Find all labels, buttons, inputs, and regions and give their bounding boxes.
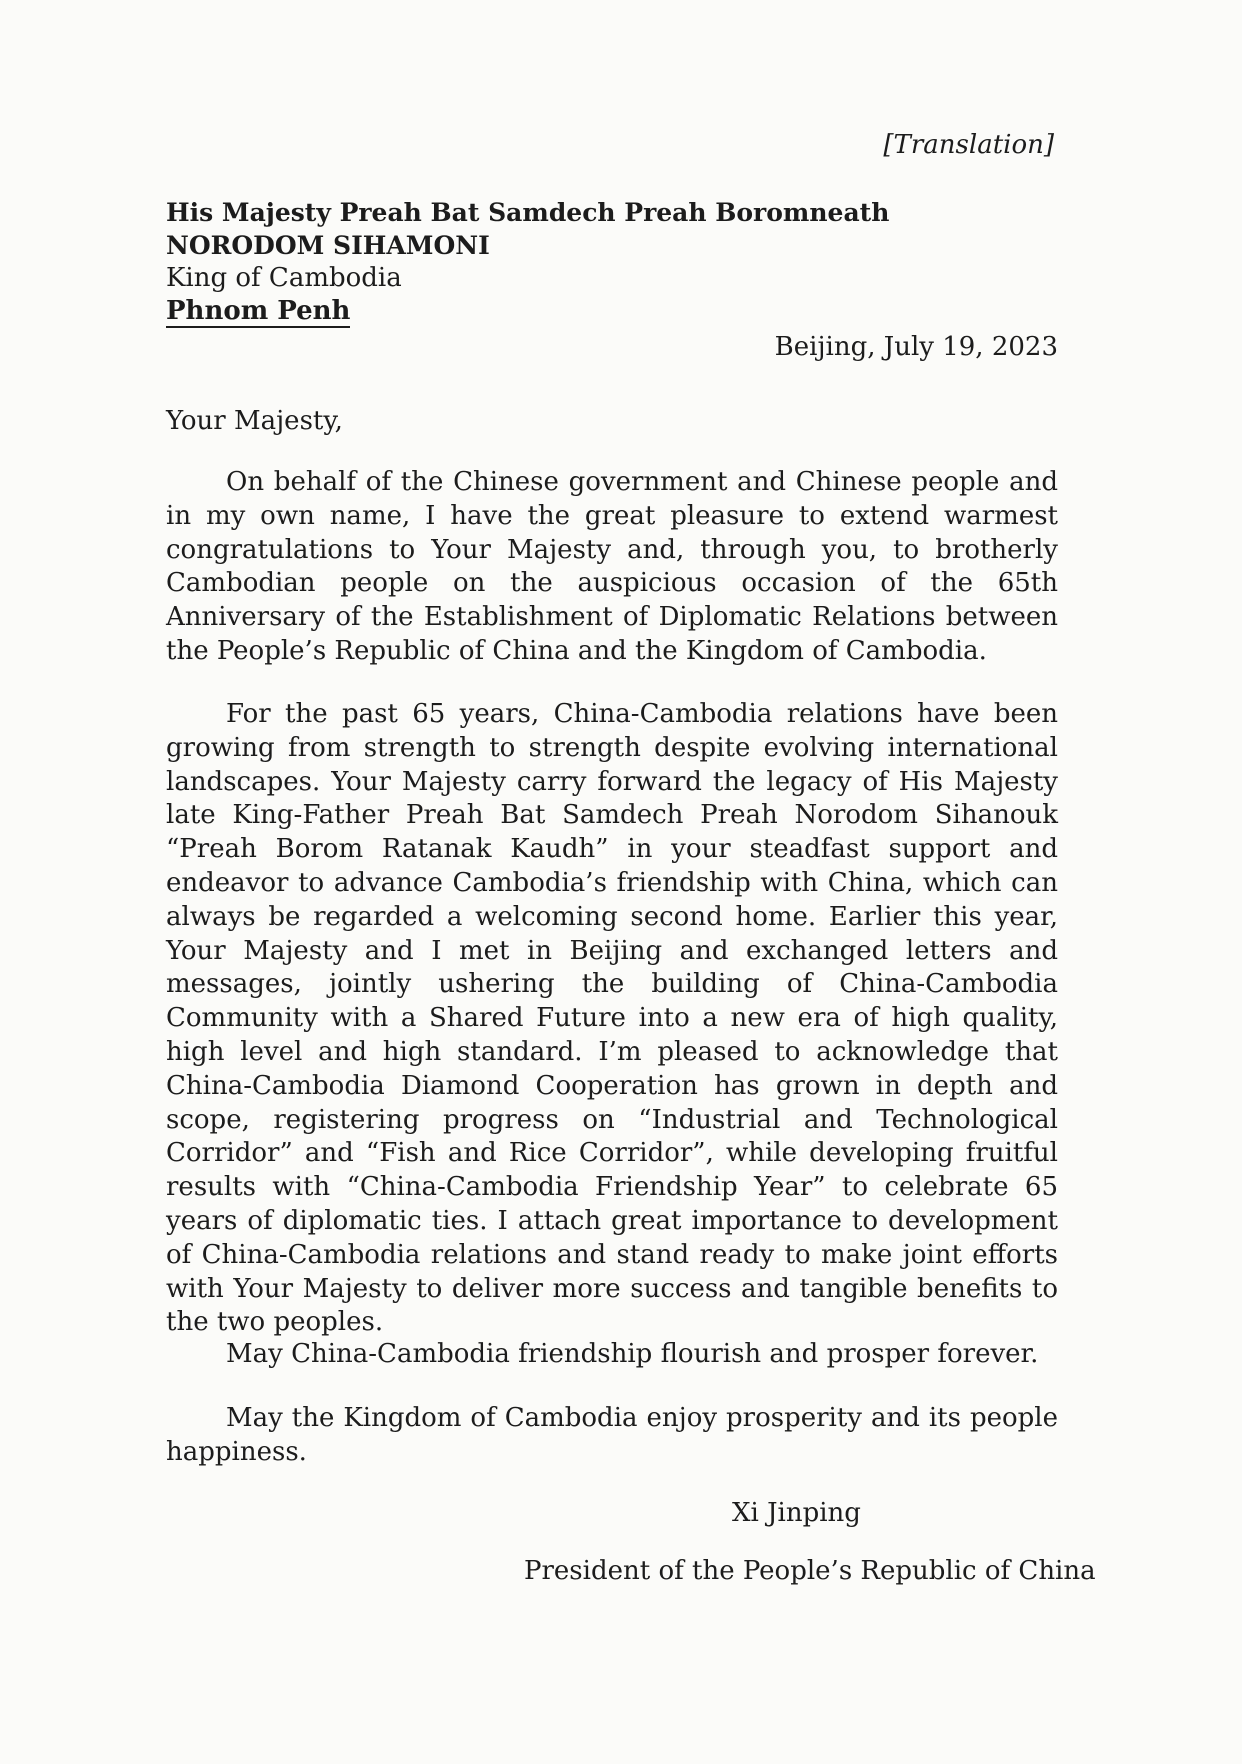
translation-tag: [Translation] bbox=[883, 130, 1054, 160]
salutation: Your Majesty, bbox=[166, 406, 343, 436]
paragraph-prosperity-wish: May the Kingdom of Cambodia enjoy prosperity and its people happiness. bbox=[166, 1403, 1058, 1467]
addressee-role: King of Cambodia bbox=[166, 263, 402, 293]
signature-name: Xi Jinping bbox=[732, 1498, 861, 1528]
paragraph-friendship-wish: May China-Cambodia friendship flourish and prosper forever. bbox=[226, 1339, 1039, 1369]
addressee-city: Phnom Penh bbox=[166, 296, 351, 326]
paragraph-relations: For the past 65 years, China-Cambodia relations have been growing from strength to strength despite evolving international landscapes. Your Majesty carry forward the legacy of His Majesty late King-Father Preah Bat Samdech Preah Norodom Sihanouk “Preah Borom Ratanak Kaudh” in your steadfast support and endeavor to advance Cambodia’s friendship with China, which can always be regarded a welcoming second home. Earlier this year, Your Majesty and I met in Beijing and exchanged letters and messages, jointly ushering the building of China-Cambodia Community with a Shared Future into a new era of high quality, high level and high standard. I’m pleased to acknowledge that China-Cambodia Diamond Cooperation has grown in depth and scope, registering progress on “Industrial and Technological Corridor” and “Fish and Rice Corridor”, while developing fruitful results with “China-Cambodia Friendship Year” to celebrate 65 years of diplomatic ties. I attach great importance to development of China-Cambodia relations and stand ready to make joint efforts with Your Majesty to deliver more success and tangible benefits to the two peoples. bbox=[166, 699, 1058, 1338]
signature-title: President of the People’s Republic of China bbox=[524, 1556, 1096, 1586]
addressee-title: His Majesty Preah Bat Samdech Preah Boromneath bbox=[166, 198, 890, 227]
addressee-name: NORODOM SIHAMONI bbox=[166, 231, 490, 260]
paragraph-congratulations: On behalf of the Chinese government and Chinese people and in my own name, I have the great pleasure to extend warmest congratulations to Your Majesty and, through you, to brotherly Cambodian people on the auspicious occasion of the 65th Anniversary of the Establishment of Diplomatic Relations between the People’s Republic of China and the Kingdom of Cambodia. bbox=[166, 467, 1058, 666]
letter-date: Beijing, July 19, 2023 bbox=[774, 332, 1058, 362]
addressee-block bbox=[166, 196, 1026, 328]
